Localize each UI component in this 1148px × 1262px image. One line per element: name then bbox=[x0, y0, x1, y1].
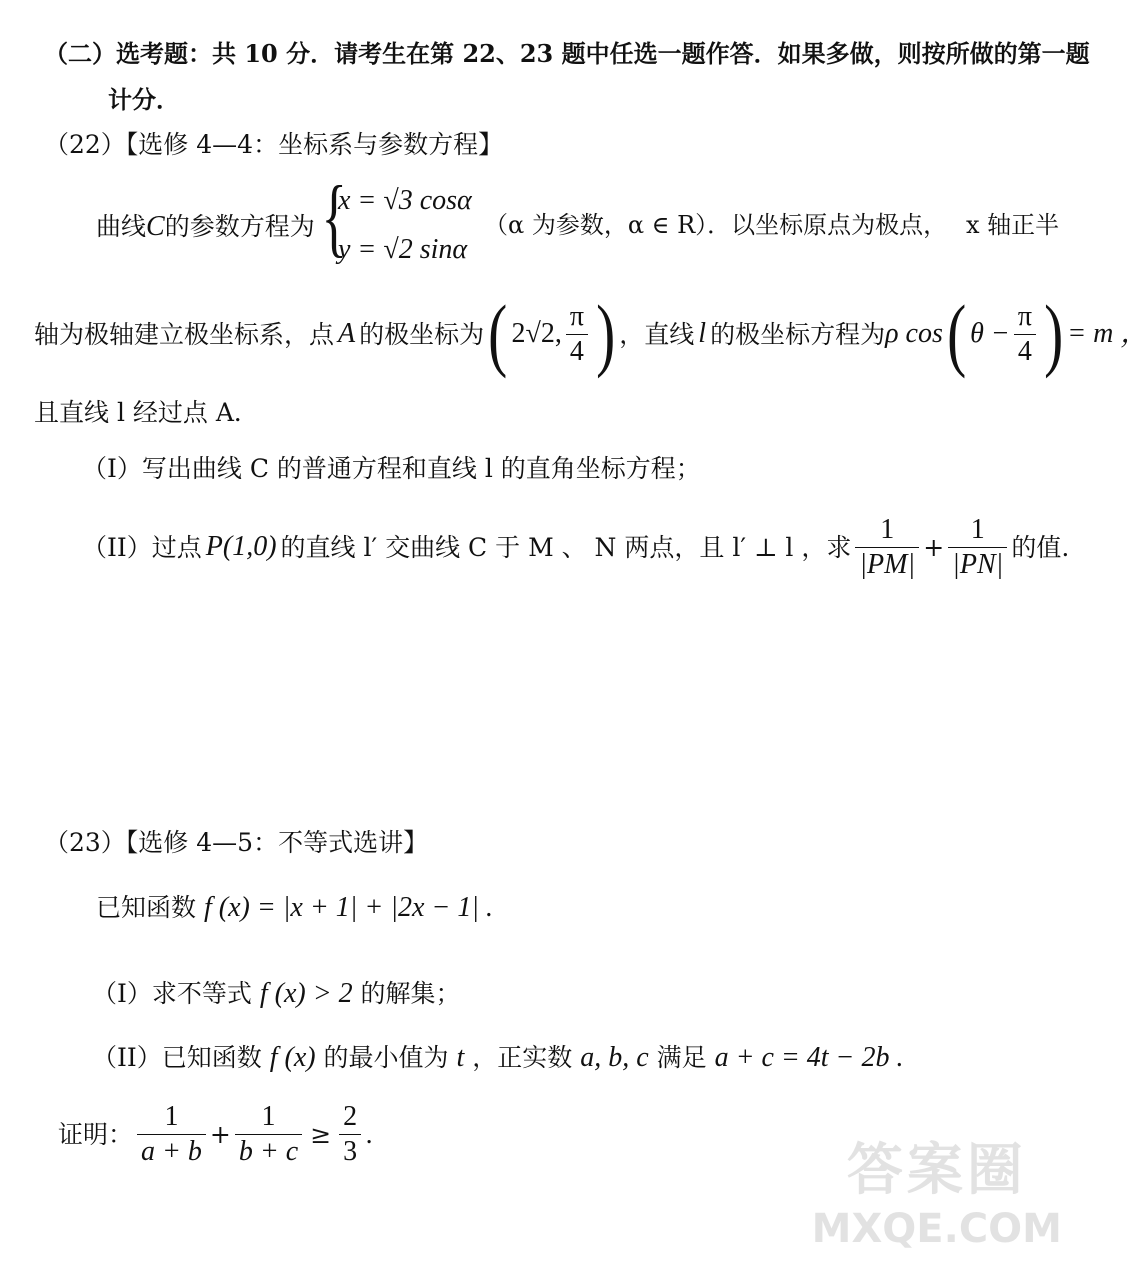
frac-1-pn: $\frac{1}{|PN|}$ bbox=[948, 513, 1007, 581]
param-eq-y: y = √2 sinα bbox=[338, 234, 468, 265]
frac-1-bc: $\frac{1}{b + c}$ bbox=[235, 1100, 302, 1168]
q23-proof: 证明： $\frac{1}{a + b}$ + $\frac{1}{b + c}$ ≥ $\frac{2}{3}$ . bbox=[58, 1100, 374, 1167]
section-title: （二）选考题：共 10 分．请考生在第 22、23 题中任选一题作答．如果多做，则按所做的第一题 bbox=[44, 39, 1090, 68]
q22-curve-text: 曲线C的参数方程为 bbox=[96, 211, 315, 242]
q23-header: （23）【选修 4—5：不等式选讲】 bbox=[44, 828, 429, 857]
q22-part1: （I）写出曲线 C 的普通方程和直线 l 的直角坐标方程； bbox=[82, 454, 701, 483]
param-eq-x: x = √3 cosα bbox=[338, 185, 472, 216]
q22-part2: （II）过点 P(1,0) 的直线 l′ 交曲线 C 于 M 、 N 两点，且 l′ ⊥ l ，求 $\frac{1}{|PM|}$ + $\frac{1}{|PN|}$ 的值. bbox=[82, 513, 1070, 580]
frac-1-pm: $\frac{1}{|PM|}$ bbox=[855, 513, 919, 581]
q23-part1: （I）求不等式 f (x) > 2 的解集； bbox=[92, 978, 461, 1009]
right-paren-2: ) bbox=[1044, 288, 1064, 379]
frac-2-3: $\frac{2}{3}$ bbox=[339, 1100, 361, 1168]
q22-header: （22）【选修 4—4：坐标系与参数方程】 bbox=[44, 130, 504, 159]
left-paren: ( bbox=[488, 288, 508, 379]
pi-over-4: $\frac{\pi}{4}$ bbox=[566, 300, 588, 368]
q23-function: 已知函数 f (x) = |x + 1| + |2x − 1| . bbox=[96, 892, 494, 923]
x-axis-tail: x 轴正半 bbox=[966, 211, 1060, 239]
q22-polar-line: 轴为极轴建立极坐标系，点 A 的极坐标为 ( 2√2, $\frac{\pi}{4}$ ) ，直线 l 的极坐标方程为 ρ cos ( θ − $\frac{\pi}{4}$ ) = m ， bbox=[34, 288, 1148, 379]
q22-line3: 且直线 l 经过点 A． bbox=[34, 398, 259, 427]
param-note: （α 为参数，α ∈ R）．以坐标原点为极点， bbox=[484, 211, 948, 239]
left-paren-2: ( bbox=[946, 288, 967, 379]
pi-over-4-b: $\frac{\pi}{4}$ bbox=[1014, 300, 1036, 368]
frac-1-ab: $\frac{1}{a + b}$ bbox=[137, 1100, 206, 1168]
q23-part2: （II）已知函数 f (x) 的最小值为 t ，正实数 a, b, c 满足 a + c = 4t − 2b . bbox=[92, 1042, 904, 1073]
system-brace: { bbox=[321, 169, 347, 266]
watermark-logo: 答案圈 MXQE.COM bbox=[811, 1138, 1062, 1252]
section-title-cont: 计分． bbox=[108, 85, 180, 114]
right-paren: ) bbox=[596, 288, 616, 379]
